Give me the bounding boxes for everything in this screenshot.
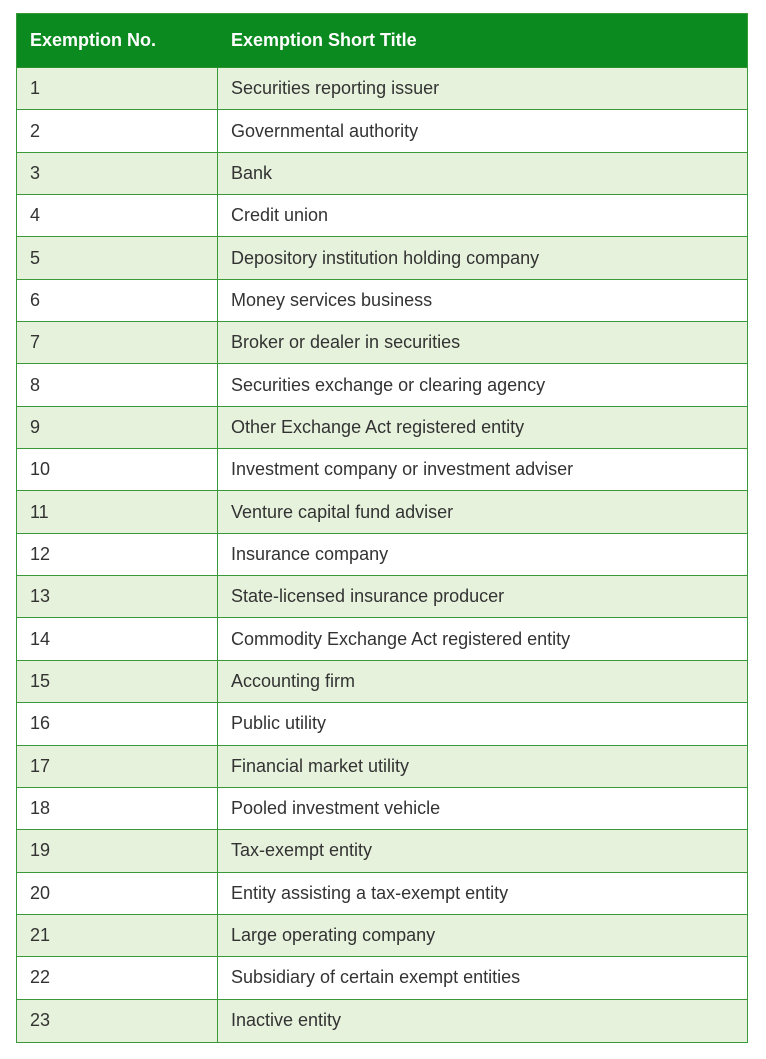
exemption-title: Commodity Exchange Act registered entity bbox=[231, 628, 571, 649]
table-row bbox=[17, 830, 747, 872]
table-row bbox=[17, 534, 747, 576]
exemption-number: 8 bbox=[17, 364, 218, 405]
table-header bbox=[17, 14, 747, 68]
table-row bbox=[17, 280, 747, 322]
exemption-number: 7 bbox=[17, 322, 218, 363]
exemption-title: Credit union bbox=[231, 205, 329, 226]
exemption-number: 14 bbox=[17, 618, 218, 659]
table-row bbox=[17, 322, 747, 364]
exemption-title: Investment company or investment adviser bbox=[231, 459, 574, 480]
table-row bbox=[17, 873, 747, 915]
exemption-number: 5 bbox=[17, 237, 218, 278]
table-row bbox=[17, 746, 747, 788]
exemption-title: Securities reporting issuer bbox=[231, 78, 440, 99]
exemption-title: Tax-exempt entity bbox=[231, 840, 373, 861]
exemption-number: 3 bbox=[17, 153, 218, 194]
exemption-title: Depository institution holding company bbox=[231, 247, 540, 268]
exemption-title: Venture capital fund adviser bbox=[231, 501, 454, 522]
exemption-number: 19 bbox=[17, 830, 218, 871]
exemption-title: Subsidiary of certain exempt entities bbox=[231, 967, 521, 988]
exemption-number: 21 bbox=[17, 915, 218, 956]
exemption-title: Pooled investment vehicle bbox=[231, 798, 441, 819]
table-row bbox=[17, 237, 747, 279]
exemption-title: Public utility bbox=[231, 713, 327, 734]
exemption-title: Financial market utility bbox=[231, 755, 410, 776]
table-row bbox=[17, 957, 747, 999]
table-body bbox=[17, 68, 747, 1042]
exemption-title: Governmental authority bbox=[231, 120, 419, 141]
exemption-title: Insurance company bbox=[231, 543, 389, 564]
table-row bbox=[17, 364, 747, 406]
exemption-number: 20 bbox=[17, 873, 218, 914]
header-exemption-no: Exemption No. bbox=[30, 30, 157, 50]
table-row bbox=[17, 407, 747, 449]
exemption-number: 23 bbox=[17, 1000, 218, 1042]
exemption-title: Bank bbox=[231, 162, 273, 183]
exemption-number: 12 bbox=[17, 534, 218, 575]
table-row bbox=[17, 703, 747, 745]
exemption-title: Money services business bbox=[231, 289, 433, 310]
exemption-number: 22 bbox=[17, 957, 218, 998]
exemption-number: 16 bbox=[17, 703, 218, 744]
exemption-title: Entity assisting a tax-exempt entity bbox=[231, 882, 509, 903]
table-row bbox=[17, 618, 747, 660]
table-row bbox=[17, 68, 747, 110]
exemption-number: 6 bbox=[17, 280, 218, 321]
exemption-number: 17 bbox=[17, 746, 218, 787]
exemption-number: 9 bbox=[17, 407, 218, 448]
exemption-title: Securities exchange or clearing agency bbox=[231, 374, 546, 395]
table-row bbox=[17, 1000, 747, 1042]
table-row bbox=[17, 661, 747, 703]
table-row bbox=[17, 576, 747, 618]
exemption-title: Inactive entity bbox=[231, 1010, 342, 1031]
exemption-number: 11 bbox=[17, 491, 218, 532]
exemptions-table bbox=[16, 13, 748, 1043]
exemption-title: Large operating company bbox=[231, 925, 436, 946]
exemption-title: State-licensed insurance producer bbox=[231, 586, 505, 607]
table-row bbox=[17, 449, 747, 491]
table-row bbox=[17, 110, 747, 152]
exemption-number: 1 bbox=[17, 68, 218, 109]
exemption-title: Broker or dealer in securities bbox=[231, 332, 461, 353]
exemption-number: 10 bbox=[17, 449, 218, 490]
table-row bbox=[17, 491, 747, 533]
exemption-title: Other Exchange Act registered entity bbox=[231, 416, 525, 437]
exemption-number: 2 bbox=[17, 110, 218, 151]
table-row bbox=[17, 195, 747, 237]
header-exemption-short-title: Exemption Short Title bbox=[231, 30, 417, 50]
exemption-number: 18 bbox=[17, 788, 218, 829]
exemption-number: 4 bbox=[17, 195, 218, 236]
exemption-number: 15 bbox=[17, 661, 218, 702]
table-row bbox=[17, 915, 747, 957]
exemption-number: 13 bbox=[17, 576, 218, 617]
table-row bbox=[17, 788, 747, 830]
table-row bbox=[17, 153, 747, 195]
exemption-title: Accounting firm bbox=[231, 670, 356, 691]
